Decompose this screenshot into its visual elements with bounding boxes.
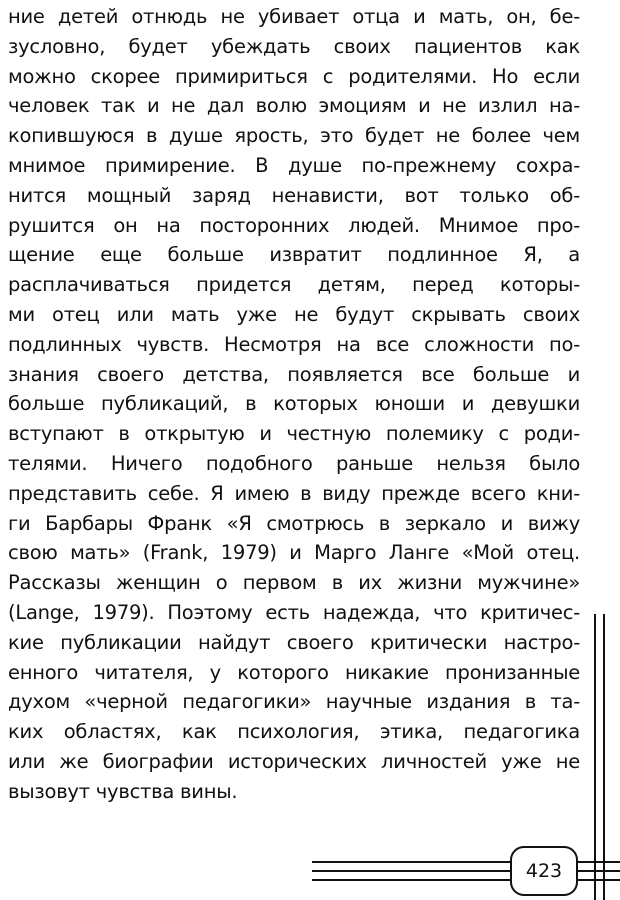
text-line: рушится он на посторонних людей. Мнимое про- bbox=[8, 213, 580, 237]
text-line: духом «черной педагогики» научные издания в та- bbox=[8, 690, 580, 714]
text-line: подлинных чувств. Несмотря на все сложности по- bbox=[8, 332, 580, 356]
text-line: расплачиваться придется детям, перед которы- bbox=[8, 273, 580, 297]
text-line: кие публикации найдут своего критически настро- bbox=[8, 630, 580, 654]
text-line: зусловно, будет убеждать своих пациентов как bbox=[8, 34, 580, 58]
text-line: ги Барбары Франк «Я смотрюсь в зеркало и вижу bbox=[8, 511, 580, 535]
text-line: человек так и не дал волю эмоциям и не излил на- bbox=[8, 94, 580, 118]
text-line: Рассказы женщин о первом в их жизни мужчине» bbox=[8, 571, 580, 595]
text-line: знания своего детства, появляется все больше и bbox=[8, 362, 580, 386]
text-line: вызовут чувства вины. bbox=[8, 779, 238, 803]
margin-rule-left bbox=[594, 614, 596, 900]
text-line: ми отец или мать уже не будут скрывать своих bbox=[8, 302, 580, 326]
text-line: больше публикаций, в которых юноши и девушки bbox=[8, 392, 580, 416]
page-number: 423 bbox=[525, 860, 563, 882]
page-number-badge bbox=[510, 846, 578, 896]
text-line: копившуюся в душе ярость, это будет не более чем bbox=[8, 124, 580, 148]
text-line: свою мать» (Frank, 1979) и Марго Ланге «Мой отец. bbox=[8, 541, 580, 565]
text-line: енного читателя, у которого никакие пронизанные bbox=[8, 660, 580, 684]
text-line: представить себе. Я имею в виду прежде всего кни- bbox=[8, 481, 580, 505]
text-line: мнимое примирение. В душе по-прежнему сохра- bbox=[8, 153, 580, 177]
body-text bbox=[8, 2, 580, 807]
text-line: (Lange, 1979). Поэтому есть надежда, что критичес- bbox=[8, 600, 580, 624]
margin-rule-right bbox=[603, 614, 605, 900]
text-line: можно скорее примириться с родителями. Но если bbox=[8, 64, 580, 88]
text-line: или же биографии исторических личностей уже не bbox=[8, 749, 580, 773]
text-line: телями. Ничего подобного раньше нельзя было bbox=[8, 451, 580, 475]
text-line: щение еще больше извратит подлинное Я, а bbox=[8, 243, 580, 267]
text-line: ких областях, как психология, этика, педагогика bbox=[8, 720, 580, 744]
text-line: вступают в открытую и честную полемику с роди- bbox=[8, 422, 580, 446]
text-line: нится мощный заряд ненависти, вот только об- bbox=[8, 183, 580, 207]
text-line: ние детей отнюдь не убивает отца и мать, он, бе- bbox=[8, 5, 580, 28]
